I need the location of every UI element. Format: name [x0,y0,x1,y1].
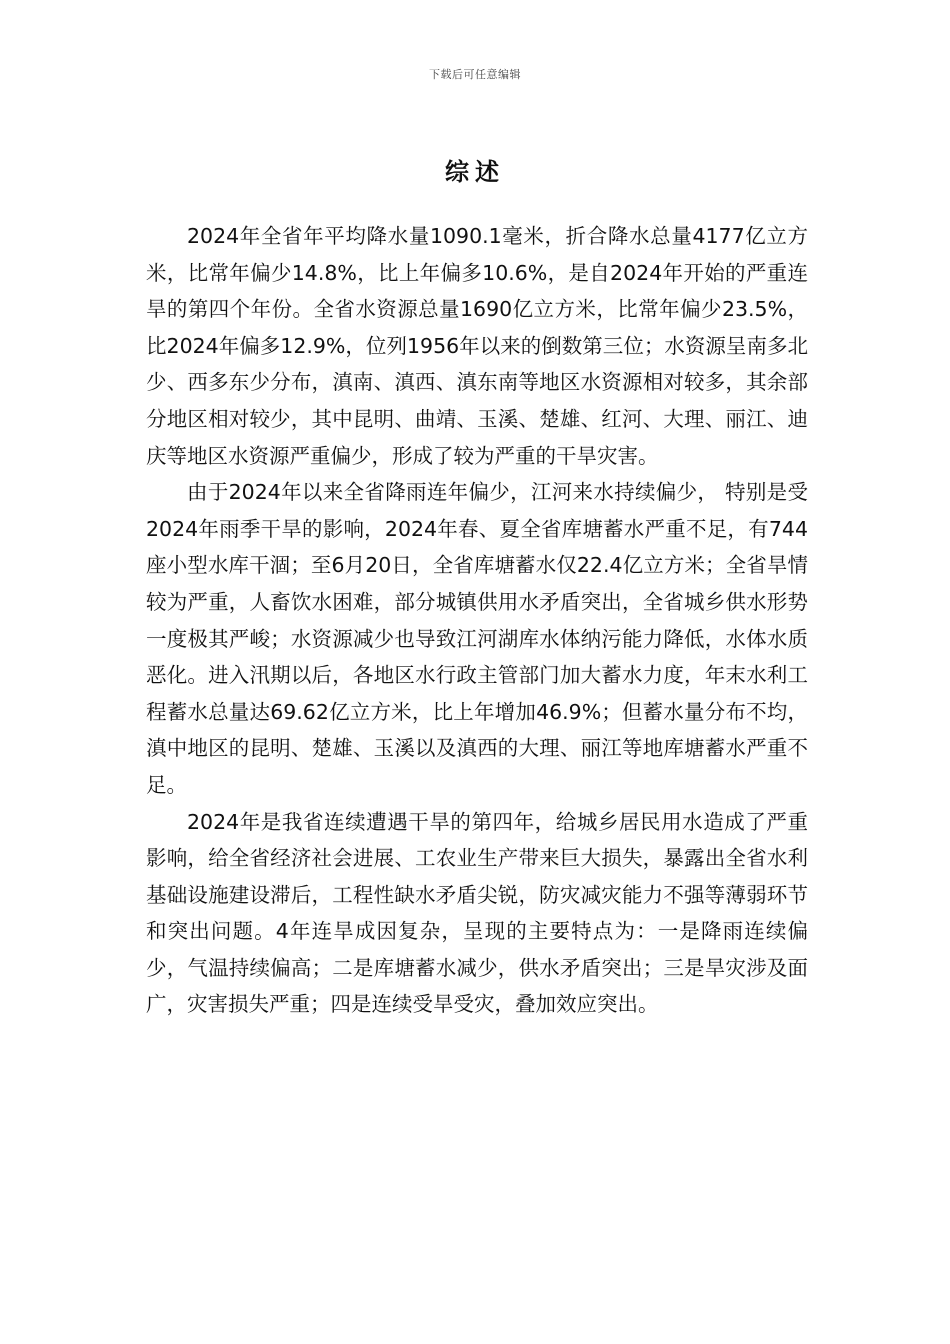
paragraph-3: 2024年是我省连续遭遇干旱的第四年，给城乡居民用水造成了严重影响，给全省经济社会进展、工农业生产带来巨大损失，暴露出全省水利基础设施建设滞后，工程性缺水矛盾尖锐，防灾减灾能力不强等薄弱环节和突出问题。4年连旱成因复杂，呈现的主要特点为：一是降雨连续偏少，气温持续偏高；二是库塘蓄水减少，供水矛盾突出；三是旱灾涉及面广，灾害损失严重；四是连续受旱受灾，叠加效应突出。 [146,809,808,1017]
header-note: 下载后可任意编辑 [429,68,521,81]
document-title: 综述 [445,158,505,186]
paragraph-1: 2024年全省年平均降水量1090.1毫米，折合降水总量4177亿立方米，比常年偏少14.8%，比上年偏多10.6%，是自2024年开始的严重连旱的第四个年份。全省水资源总量1690亿立方米，比常年偏少23.5%，比2024年偏多12.9%，位列1956年以来的倒数第三位；水资源呈南多北少、西多东少分布，滇南、滇西、滇东南等地区水资源相对较多，其余部分地区相对较少，其中昆明、曲靖、玉溪、楚雄、红河、大理、丽江、迪庆等地区水资源严重偏少，形成了较为严重的干旱灾害。 [146,224,808,468]
paragraph-2: 由于2024年以来全省降雨连年偏少，江河来水持续偏少， 特别是受2024年雨季干旱的影响，2024年春、夏全省库塘蓄水严重不足，有744座小型水库干涸；至6月20日，全省库塘蓄水仅22.4亿立方米；全省旱情较为严重，人畜饮水困难，部分城镇供用水矛盾突出，全省城乡供水形势一度极其严峻；水资源减少也导致江河湖库水体纳污能力降低，水体水质恶化。进入汛期以后，各地区水行政主管部门加大蓄水力度，年末水利工程蓄水总量达69.62亿立方米，比上年增加46.9%；但蓄水量分布不均，滇中地区的昆明、楚雄、玉溪以及滇西的大理、丽江等地库塘蓄水严重不足。 [146,480,808,797]
document-body [146,218,808,1023]
